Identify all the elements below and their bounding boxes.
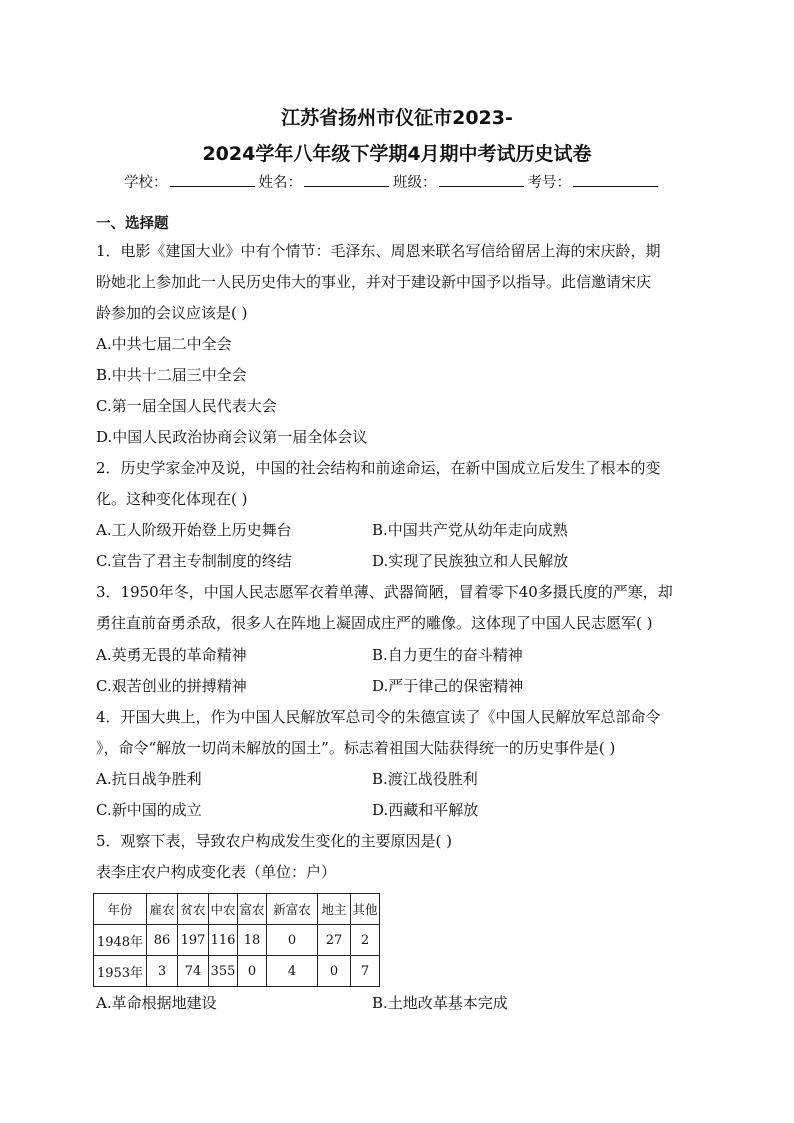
table-cell: 0 [267, 925, 318, 956]
table-row [94, 956, 380, 987]
farm-household-table [93, 893, 380, 987]
q2-option-d: D.实现了民族独立和人民解放 [372, 552, 569, 570]
q4-stem-line1: 4．开国大典上，作为中国人民解放军总司令的朱德宣读了《中国人民解放军总部命令 [96, 708, 661, 726]
table-header-cell: 富农 [238, 894, 267, 925]
q3-option-b: B.自力更生的奋斗精神 [372, 646, 523, 664]
table-cell: 355 [209, 956, 238, 987]
q2-option-b: B.中国共产党从幼年走向成熟 [372, 521, 568, 539]
q1-stem-line3: 龄参加的会议应该是( ) [96, 304, 248, 322]
table-cell: 0 [238, 956, 267, 987]
q5-option-a: A.革命根据地建设 [96, 994, 217, 1012]
q4-option-b: B.渡江战役胜利 [372, 770, 478, 788]
q1-stem-line2: 盼她北上参加此一人民历史伟大的事业，并对于建设新中国予以指导。此信邀请宋庆 [96, 273, 652, 291]
q4-option-c: C.新中国的成立 [96, 801, 202, 819]
q2-stem-line1: 2．历史学家金冲及说，中国的社会结构和前途命运，在新中国成立后发生了根本的变 [96, 459, 661, 477]
student-info-line [124, 171, 662, 192]
table-header-cell: 年份 [94, 894, 147, 925]
q3-stem-line2: 勇往直前奋勇杀敌，很多人在阵地上凝固成庄严的雕像。这体现了中国人民志愿军( ) [96, 614, 653, 632]
q3-option-d: D.严于律己的保密精神 [372, 677, 524, 695]
table-header-row [94, 894, 380, 925]
table-header-cell: 地主 [318, 894, 351, 925]
table-cell: 1953年 [94, 956, 147, 987]
q1-option-b: B.中共十二届三中全会 [96, 366, 247, 384]
table-row [94, 925, 380, 956]
q1-option-d: D.中国人民政治协商会议第一届全体会议 [96, 428, 368, 446]
table-cell: 0 [318, 956, 351, 987]
q4-stem-line2: 》，命令“解放一切尚未解放的国土”。标志着祖国大陆获得统一的历史事件是( ) [96, 739, 616, 757]
table-cell: 18 [238, 925, 267, 956]
table-header-cell: 贫农 [178, 894, 209, 925]
school-label: 学校： [124, 175, 168, 191]
table-cell: 1948年 [94, 925, 147, 956]
q3-stem-line1: 3．1950年冬，中国人民志愿军衣着单薄、武器简陋，冒着零下40多摄氏度的严寒，却 [96, 583, 673, 601]
exam-title-line1: 江苏省扬州市仪征市2023- [281, 107, 513, 129]
exam-number-blank[interactable] [573, 172, 658, 187]
class-blank[interactable] [439, 172, 524, 187]
table-cell: 7 [351, 956, 380, 987]
table-cell: 86 [147, 925, 178, 956]
q1-stem-line1: 1．电影《建国大业》中有个情节：毛泽东、周恩来联名写信给留居上海的宋庆龄，期 [96, 242, 661, 260]
class-label: 班级： [393, 175, 437, 191]
table-cell: 3 [147, 956, 178, 987]
school-blank[interactable] [170, 172, 255, 187]
table-header-cell: 其他 [351, 894, 380, 925]
table-cell: 2 [351, 925, 380, 956]
q2-stem-line2: 化。这种变化体现在( ) [96, 490, 248, 508]
q5-option-b: B.土地改革基本完成 [372, 994, 508, 1012]
table-header-cell: 雇农 [147, 894, 178, 925]
q1-option-a: A.中共七届二中全会 [96, 335, 232, 353]
q2-option-c: C.宣告了君主专制制度的终结 [96, 552, 292, 570]
name-label: 姓名： [258, 175, 302, 191]
q3-option-a: A.英勇无畏的革命精神 [96, 646, 247, 664]
exam-number-label: 考号： [527, 175, 571, 191]
q2-option-a: A.工人阶级开始登上历史舞台 [96, 521, 292, 539]
section-heading: 一、选择题 [96, 216, 169, 232]
table-cell: 74 [178, 956, 209, 987]
q4-option-d: D.西藏和平解放 [372, 801, 479, 819]
exam-title-line2: 2024学年八年级下学期4月期中考试历史试卷 [202, 143, 592, 165]
table-header-cell: 中农 [209, 894, 238, 925]
q5-table-caption: 表李庄农户构成变化表（单位：户） [96, 863, 337, 881]
table-header-cell: 新富农 [267, 894, 318, 925]
name-blank[interactable] [304, 172, 389, 187]
table-cell: 27 [318, 925, 351, 956]
table-cell: 197 [178, 925, 209, 956]
q3-option-c: C.艰苦创业的拼搏精神 [96, 677, 247, 695]
q5-stem-line1: 5．观察下表，导致农户构成发生变化的主要原因是( ) [96, 832, 453, 850]
q4-option-a: A.抗日战争胜利 [96, 770, 202, 788]
table-cell: 116 [209, 925, 238, 956]
table-cell: 4 [267, 956, 318, 987]
q1-option-c: C.第一届全国人民代表大会 [96, 397, 277, 415]
